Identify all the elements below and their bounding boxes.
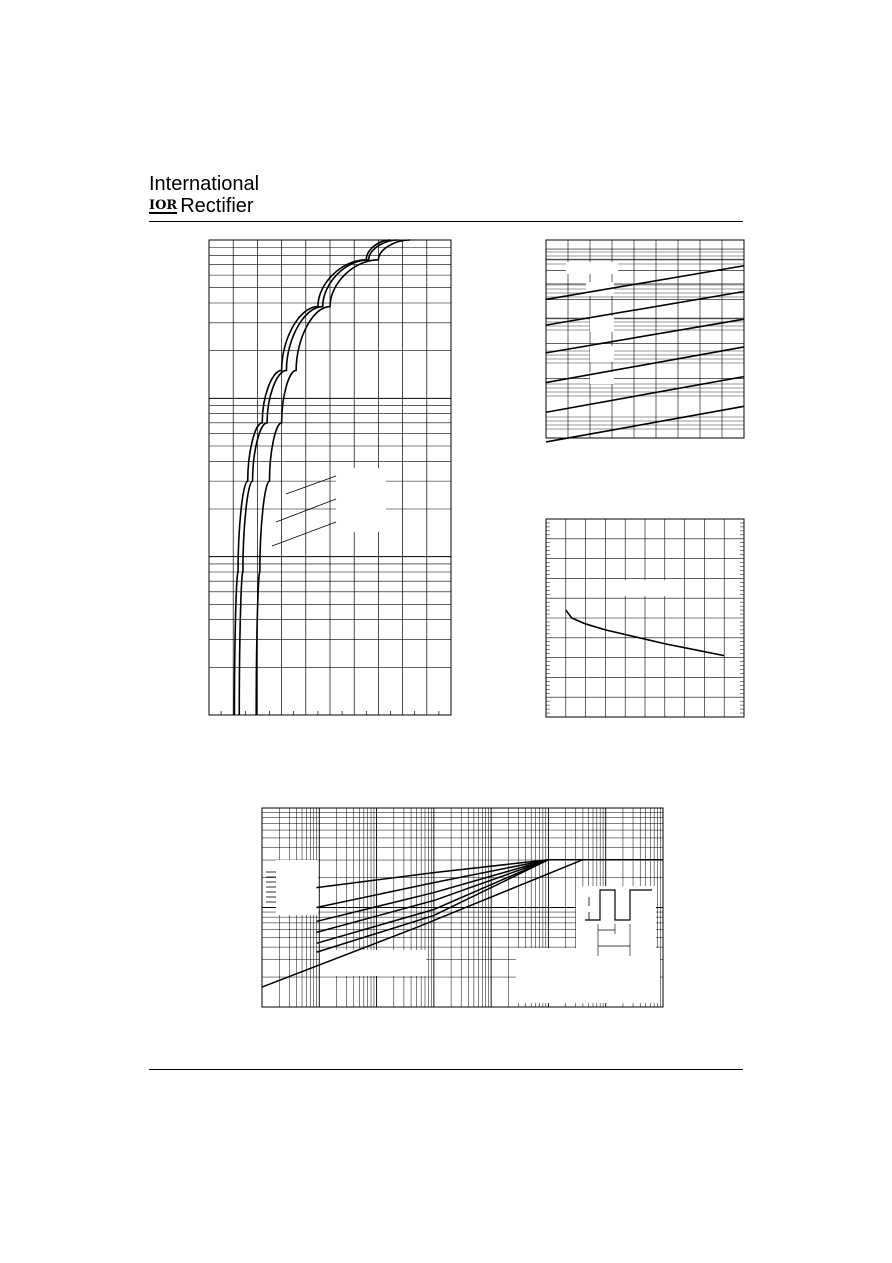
series-curve-3 bbox=[256, 240, 410, 715]
pulse-inset bbox=[576, 886, 656, 951]
transfer-chart bbox=[209, 240, 451, 715]
legend-box bbox=[276, 860, 318, 915]
label-mask bbox=[590, 316, 614, 332]
series-d-6 bbox=[316, 860, 663, 888]
series-line-5 bbox=[546, 377, 744, 413]
label-mask bbox=[624, 580, 668, 596]
series-line-2 bbox=[546, 291, 744, 325]
label-mask bbox=[590, 346, 614, 362]
series-line-6 bbox=[546, 406, 744, 442]
label-mask bbox=[320, 950, 426, 976]
decreasing-chart bbox=[546, 519, 744, 717]
family-chart bbox=[546, 240, 744, 442]
thermal-chart bbox=[262, 808, 663, 1007]
legend-box bbox=[336, 468, 386, 532]
company-name-line1: International bbox=[149, 173, 260, 195]
label-mask bbox=[566, 262, 618, 274]
series-line-4 bbox=[546, 347, 744, 383]
notes-box bbox=[516, 948, 660, 1003]
company-name-line2: Rectifier bbox=[180, 195, 254, 217]
legend-leader bbox=[286, 476, 336, 494]
ior-logo-mark: IOR bbox=[149, 197, 178, 213]
series-line-3 bbox=[546, 319, 744, 353]
